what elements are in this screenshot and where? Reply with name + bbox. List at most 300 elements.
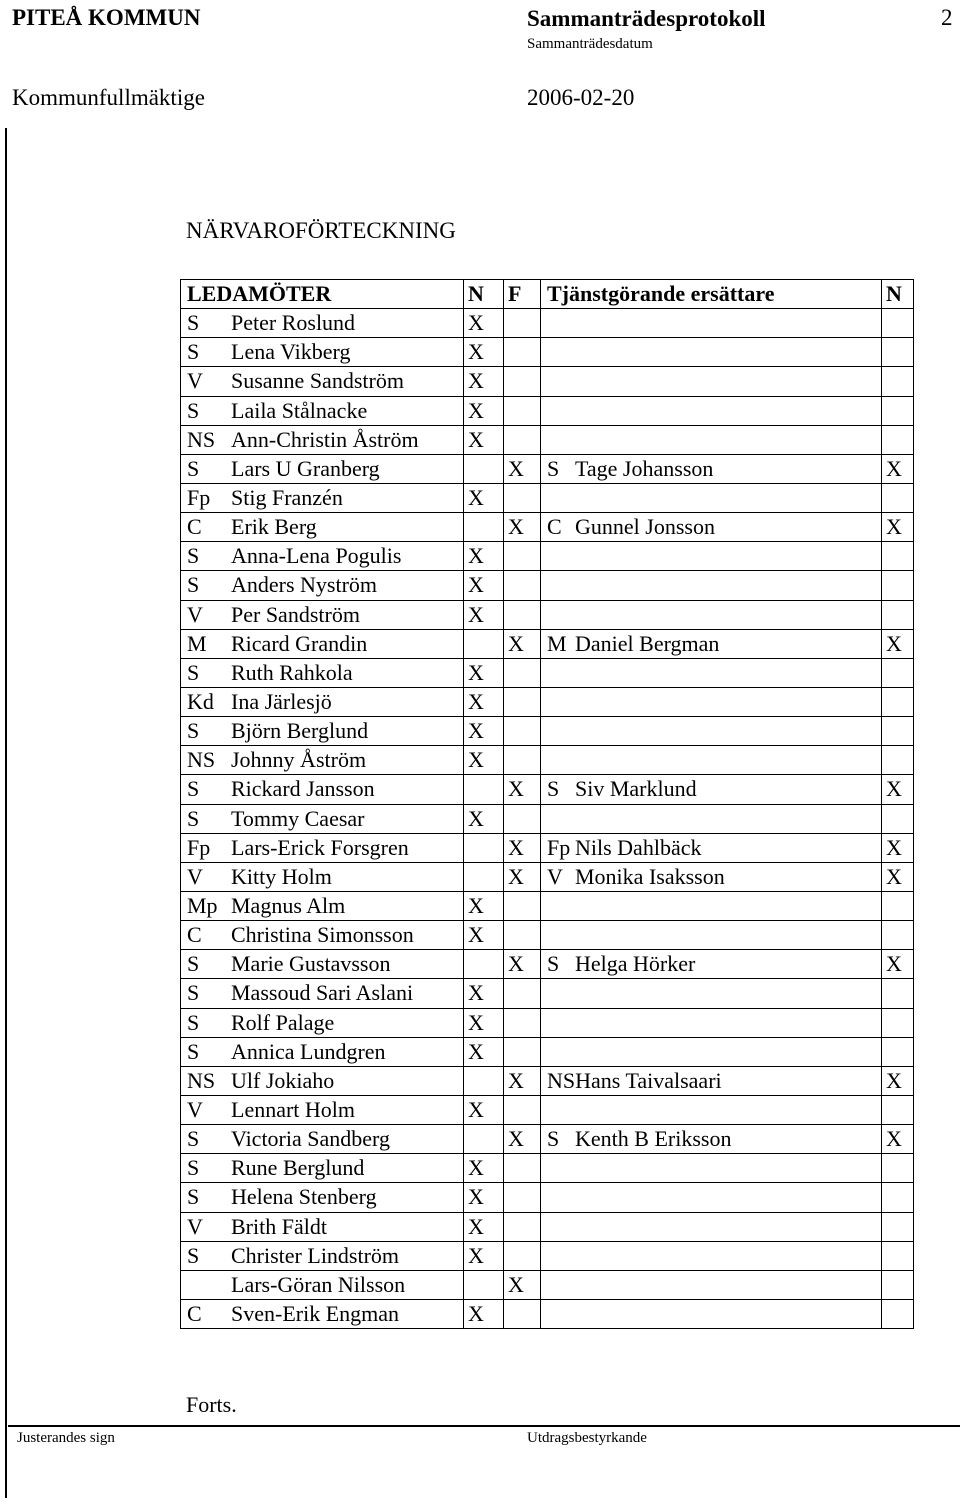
substitute-cell [541,1066,882,1095]
member-name: Massoud Sari Aslani [231,980,414,1006]
member-party: S [187,1009,200,1035]
absent-f-cell [504,1241,541,1270]
substitute-cell [541,367,882,396]
substitute-cell [541,1299,882,1328]
member-name: Johnny Åström [231,747,367,773]
member-name: Marie Gustavsson [231,951,391,977]
present-n-cell [464,454,504,483]
member-cell [181,425,464,454]
member-name: Anders Nyström [231,572,378,598]
attendance-table [180,279,914,1329]
member-cell [181,600,464,629]
substitute-name: Monika Isaksson [575,863,725,889]
substitute-party: M [547,630,567,656]
member-party: S [187,572,200,598]
member-party: S [187,543,200,569]
substitute-n-cell [882,1241,914,1270]
member-cell [181,1241,464,1270]
substitute-n-cell [882,542,914,571]
table-row [181,950,914,979]
substitute-n-cell [882,483,914,512]
member-name: Lars-Erick Forsgren [231,834,409,860]
substitute-n-cell [882,717,914,746]
present-n-cell: X [464,571,504,600]
absent-f-cell [504,396,541,425]
table-row [181,687,914,716]
present-n-cell: X [464,746,504,775]
present-n-cell [464,950,504,979]
substitute-n-cell [882,600,914,629]
member-name: Lars-Göran Nilsson [231,1271,406,1297]
substitute-name: Siv Marklund [575,776,697,802]
substitute-cell [541,454,882,483]
member-name: Brith Fäldt [231,1213,327,1239]
member-cell [181,454,464,483]
member-party: S [187,1126,200,1152]
header-members: LEDAMÖTER [181,280,464,309]
member-cell [181,891,464,920]
present-n-cell: X [464,396,504,425]
member-cell [181,1037,464,1066]
substitute-n-cell [882,396,914,425]
table-row [181,833,914,862]
present-n-cell: X [464,1037,504,1066]
member-cell [181,1125,464,1154]
member-name: Lars U Granberg [231,455,380,481]
member-cell [181,629,464,658]
header-f: F [504,280,541,309]
present-n-cell: X [464,425,504,454]
member-cell [181,513,464,542]
substitute-cell [541,396,882,425]
member-cell [181,309,464,338]
substitute-cell [541,629,882,658]
absent-f-cell [504,979,541,1008]
substitute-n-cell [882,658,914,687]
table-row [181,542,914,571]
table-row [181,1037,914,1066]
member-cell [181,1095,464,1124]
substitute-cell [541,600,882,629]
member-name: Kitty Holm [231,863,332,889]
table-row [181,658,914,687]
present-n-cell [464,775,504,804]
present-n-cell: X [464,367,504,396]
absent-f-cell: X [504,1125,541,1154]
table-row [181,454,914,483]
substitute-n-cell [882,309,914,338]
substitute-party: S [547,455,560,481]
table-row [181,367,914,396]
substitute-cell [541,338,882,367]
present-n-cell [464,629,504,658]
table-row [181,425,914,454]
page-number: 2 [941,5,953,30]
member-name: Victoria Sandberg [231,1126,390,1152]
substitute-name: Helga Hörker [575,951,696,977]
substitute-n-cell [882,1095,914,1124]
member-name: Björn Berglund [231,718,369,744]
substitute-n-cell [882,1212,914,1241]
member-name: Ann-Christin Åström [231,426,419,452]
member-party: C [187,514,202,540]
present-n-cell: X [464,921,504,950]
substitute-n-cell [882,425,914,454]
substitute-party: C [547,514,562,540]
substitute-cell [541,1241,882,1270]
member-party: V [187,601,203,627]
table-row [181,1125,914,1154]
member-cell [181,1066,464,1095]
member-party: M [187,630,207,656]
substitute-cell [541,658,882,687]
substitute-n-cell [882,804,914,833]
member-cell [181,1154,464,1183]
present-n-cell [464,833,504,862]
member-name: Susanne Sandström [231,368,404,394]
absent-f-cell [504,717,541,746]
table-row [181,1095,914,1124]
absent-f-cell [504,542,541,571]
left-margin-line [5,128,7,1498]
member-party: NS [187,1067,216,1093]
substitute-n-cell [882,1183,914,1212]
present-n-cell: X [464,1212,504,1241]
member-party: S [187,455,200,481]
absent-f-cell [504,921,541,950]
absent-f-cell: X [504,513,541,542]
absent-f-cell: X [504,629,541,658]
member-cell [181,950,464,979]
member-cell [181,862,464,891]
member-party: S [187,397,200,423]
substitute-cell [541,309,882,338]
member-party: C [187,922,202,948]
member-name: Rune Berglund [231,1155,365,1181]
substitute-n-cell [882,571,914,600]
member-name: Sven-Erik Engman [231,1300,400,1326]
absent-f-cell [504,483,541,512]
member-cell [181,1212,464,1241]
footer-signature-label: Justerandes sign [17,1430,115,1446]
substitute-cell [541,1154,882,1183]
table-row [181,775,914,804]
absent-f-cell [504,571,541,600]
present-n-cell: X [464,1299,504,1328]
absent-f-cell: X [504,950,541,979]
absent-f-cell [504,338,541,367]
substitute-cell [541,1008,882,1037]
substitute-n-cell [882,746,914,775]
member-name: Christer Lindström [231,1242,400,1268]
substitute-name: Gunnel Jonsson [575,514,715,540]
table-header-row [181,280,914,309]
table-row [181,1066,914,1095]
member-cell [181,746,464,775]
substitute-n-cell [882,979,914,1008]
member-name: Annica Lundgren [231,1038,386,1064]
table-row [181,1241,914,1270]
absent-f-cell [504,1095,541,1124]
absent-f-cell: X [504,1270,541,1299]
present-n-cell: X [464,804,504,833]
member-cell [181,1008,464,1037]
table-row [181,483,914,512]
absent-f-cell: X [504,1066,541,1095]
absent-f-cell [504,1212,541,1241]
member-party: S [187,339,200,365]
member-cell [181,658,464,687]
member-cell [181,804,464,833]
member-name: Per Sandström [231,601,360,627]
substitute-cell [541,1095,882,1124]
member-name: Peter Roslund [231,310,356,336]
member-cell [181,338,464,367]
present-n-cell: X [464,687,504,716]
substitute-cell [541,804,882,833]
member-cell [181,1183,464,1212]
table-row [181,571,914,600]
member-party: Kd [187,689,214,715]
present-n-cell: X [464,338,504,367]
substitute-party: S [547,1126,560,1152]
member-party: C [187,1300,202,1326]
substitute-cell [541,746,882,775]
member-party: V [187,1097,203,1122]
table-row [181,891,914,920]
member-name: Ina Järlesjö [231,689,332,715]
substitute-n-cell [882,1037,914,1066]
member-party: S [187,1038,200,1064]
substitute-name: Daniel Bergman [575,630,720,656]
member-cell [181,775,464,804]
substitute-cell [541,950,882,979]
absent-f-cell [504,1037,541,1066]
header-sub-n: N [882,280,914,309]
header-substitutes: Tjänstgörande ersättare [541,280,882,309]
substitute-cell [541,687,882,716]
member-party: S [187,1155,200,1181]
substitute-cell [541,717,882,746]
table-row [181,979,914,1008]
substitute-n-cell: X [882,1066,914,1095]
substitute-n-cell: X [882,513,914,542]
substitute-party: Fp [547,834,571,860]
substitute-cell [541,862,882,891]
present-n-cell [464,1270,504,1299]
member-party: S [187,776,200,802]
footer-certification-label: Utdragsbestyrkande [527,1430,647,1446]
substitute-n-cell [882,1270,914,1299]
member-cell [181,979,464,1008]
member-name: Lennart Holm [231,1097,356,1122]
member-cell [181,1270,464,1299]
absent-f-cell: X [504,833,541,862]
table-row [181,1183,914,1212]
member-name: Stig Franzén [231,485,343,511]
substitute-cell [541,775,882,804]
substitute-n-cell: X [882,454,914,483]
member-party: Fp [187,485,211,511]
absent-f-cell [504,1008,541,1037]
present-n-cell: X [464,658,504,687]
absent-f-cell [504,1299,541,1328]
absent-f-cell [504,687,541,716]
substitute-party: NS [547,1067,576,1093]
member-name: Anna-Lena Pogulis [231,543,402,569]
member-party: Mp [187,893,218,919]
substitute-name: Tage Johansson [575,455,714,481]
substitute-party: S [547,951,560,977]
member-name: Rolf Palage [231,1009,335,1035]
continued-note: Forts. [186,1392,237,1417]
substitute-cell [541,1270,882,1299]
present-n-cell [464,1125,504,1154]
footer-line [8,1425,960,1427]
present-n-cell: X [464,1008,504,1037]
present-n-cell: X [464,309,504,338]
substitute-n-cell [882,367,914,396]
table-row [181,309,914,338]
table-row [181,804,914,833]
table-row [181,600,914,629]
member-party: S [187,659,200,685]
substitute-cell [541,1125,882,1154]
member-name: Erik Berg [231,514,317,540]
present-n-cell: X [464,1154,504,1183]
date-label: Sammanträdesdatum [527,36,653,52]
page-title: NÄRVAROFÖRTECKNING [186,218,456,243]
member-party: NS [187,747,216,773]
absent-f-cell [504,1183,541,1212]
header-n: N [464,280,504,309]
absent-f-cell: X [504,862,541,891]
body-name: Kommunfullmäktige [12,85,205,110]
member-name: Christina Simonsson [231,922,414,948]
present-n-cell: X [464,891,504,920]
member-cell [181,1299,464,1328]
meeting-date: 2006-02-20 [527,85,635,110]
substitute-n-cell: X [882,950,914,979]
present-n-cell [464,862,504,891]
member-cell [181,367,464,396]
present-n-cell: X [464,1095,504,1124]
member-party: S [187,1184,200,1210]
document-type: Sammanträdesprotokoll [527,6,766,31]
substitute-cell [541,571,882,600]
table-row [181,1154,914,1183]
substitute-cell [541,1212,882,1241]
member-name: Ulf Jokiaho [231,1067,335,1093]
member-party: S [187,1242,200,1268]
substitute-n-cell [882,1299,914,1328]
member-cell [181,396,464,425]
present-n-cell: X [464,483,504,512]
present-n-cell: X [464,717,504,746]
member-name: Ruth Rahkola [231,659,353,685]
present-n-cell [464,1066,504,1095]
absent-f-cell: X [504,454,541,483]
table-row [181,1008,914,1037]
member-party: Fp [187,834,211,860]
present-n-cell [464,513,504,542]
substitute-n-cell: X [882,629,914,658]
member-party: S [187,951,200,977]
substitute-n-cell: X [882,1125,914,1154]
member-cell [181,717,464,746]
substitute-n-cell [882,1008,914,1037]
absent-f-cell [504,425,541,454]
absent-f-cell [504,804,541,833]
substitute-name: Kenth B Eriksson [575,1126,732,1152]
member-cell [181,542,464,571]
substitute-cell [541,921,882,950]
substitute-name: Nils Dahlbäck [575,834,702,860]
substitute-n-cell: X [882,775,914,804]
member-party: V [187,368,203,394]
table-row [181,1299,914,1328]
member-party: V [187,1213,203,1239]
member-name: Rickard Jansson [231,776,375,802]
substitute-cell [541,833,882,862]
substitute-name: Hans Taivalsaari [575,1067,722,1093]
absent-f-cell [504,658,541,687]
member-party: S [187,980,200,1006]
substitute-cell [541,425,882,454]
absent-f-cell [504,309,541,338]
substitute-cell [541,1037,882,1066]
member-cell [181,921,464,950]
table-row [181,746,914,775]
substitute-cell [541,891,882,920]
substitute-n-cell [882,921,914,950]
municipality-name: PITEÅ KOMMUN [12,5,201,30]
present-n-cell: X [464,1241,504,1270]
table-row [181,862,914,891]
table-row [181,1212,914,1241]
member-cell [181,571,464,600]
substitute-party: S [547,776,560,802]
absent-f-cell [504,746,541,775]
member-party: V [187,863,203,889]
member-name: Tommy Caesar [231,805,365,831]
member-party: S [187,718,200,744]
substitute-cell [541,542,882,571]
table-row [181,396,914,425]
absent-f-cell: X [504,775,541,804]
member-cell [181,833,464,862]
substitute-cell [541,513,882,542]
absent-f-cell [504,891,541,920]
substitute-cell [541,979,882,1008]
absent-f-cell [504,1154,541,1183]
member-party: NS [187,426,216,452]
table-row [181,1270,914,1299]
member-name: Helena Stenberg [231,1184,377,1210]
substitute-party: V [547,863,563,889]
substitute-n-cell [882,687,914,716]
table-row [181,921,914,950]
present-n-cell: X [464,979,504,1008]
absent-f-cell [504,600,541,629]
table-row [181,717,914,746]
substitute-n-cell: X [882,862,914,891]
absent-f-cell [504,367,541,396]
member-cell [181,687,464,716]
member-name: Magnus Alm [231,893,346,919]
table-row [181,629,914,658]
member-name: Laila Stålnacke [231,397,368,423]
